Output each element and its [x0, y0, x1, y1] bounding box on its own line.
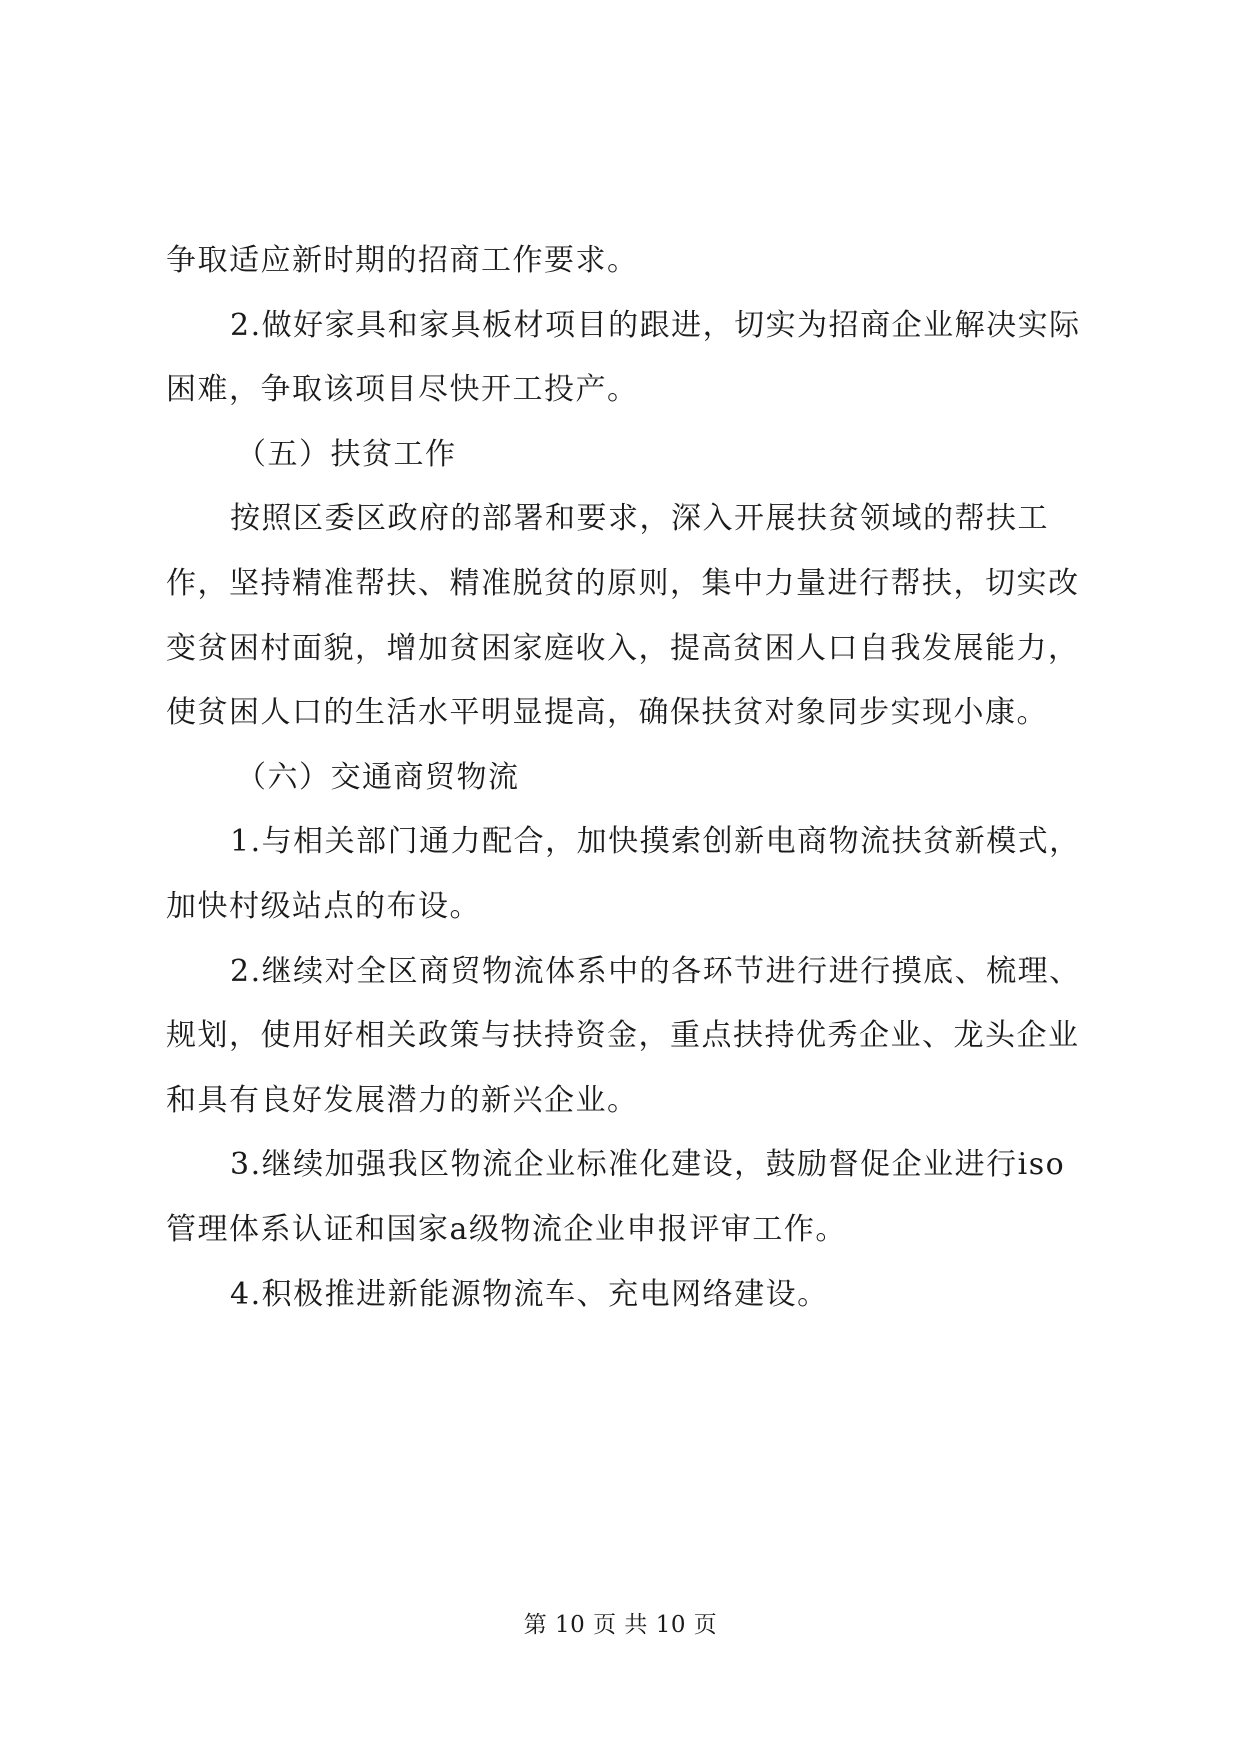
- document-body: [166, 229, 1081, 1327]
- page-number-footer: 第 10 页 共 10 页: [523, 1612, 718, 1638]
- paragraph-poverty-alleviation: 按照区委区政府的部署和要求，深入开展扶贫领域的帮扶工作，坚持精准帮扶、精准脱贫的原则，集中力量进行帮扶，切实改变贫困村面貌，增加贫困家庭收入，提高贫困人口自我发展能力，使贫困人口的生活水平明显提高，确保扶贫对象同步实现小康。: [166, 501, 1080, 731]
- section-heading-poverty-alleviation: （五）扶贫工作: [236, 436, 457, 472]
- section-heading-transport-logistics: （六）交通商贸物流: [236, 759, 520, 795]
- paragraph-item-ecommerce-logistics: 1.与相关部门通力配合，加快摸索创新电商物流扶贫新模式，加快村级站点的布设。: [166, 824, 1081, 924]
- paragraph-item-standardization: 3.继续加强我区物流企业标准化建设，鼓励督促企业进行iso管理体系认证和国家a级物流企业申报评审工作。: [166, 1147, 1066, 1247]
- paragraph-continuation: 争取适应新时期的招商工作要求。: [166, 243, 639, 278]
- paragraph-item-furniture-project: 2.做好家具和家具板材项目的跟进，切实为招商企业解决实际困难，争取该项目尽快开工投产。: [166, 307, 1081, 408]
- paragraph-item-logistics-system: 2.继续对全区商贸物流体系中的各环节进行进行摸底、梳理、规划，使用好相关政策与扶持资金，重点扶持优秀企业、龙头企业和具有良好发展潜力的新兴企业。: [166, 953, 1081, 1118]
- paragraph-item-new-energy: 4.积极推进新能源物流车、充电网络建设。: [230, 1276, 829, 1312]
